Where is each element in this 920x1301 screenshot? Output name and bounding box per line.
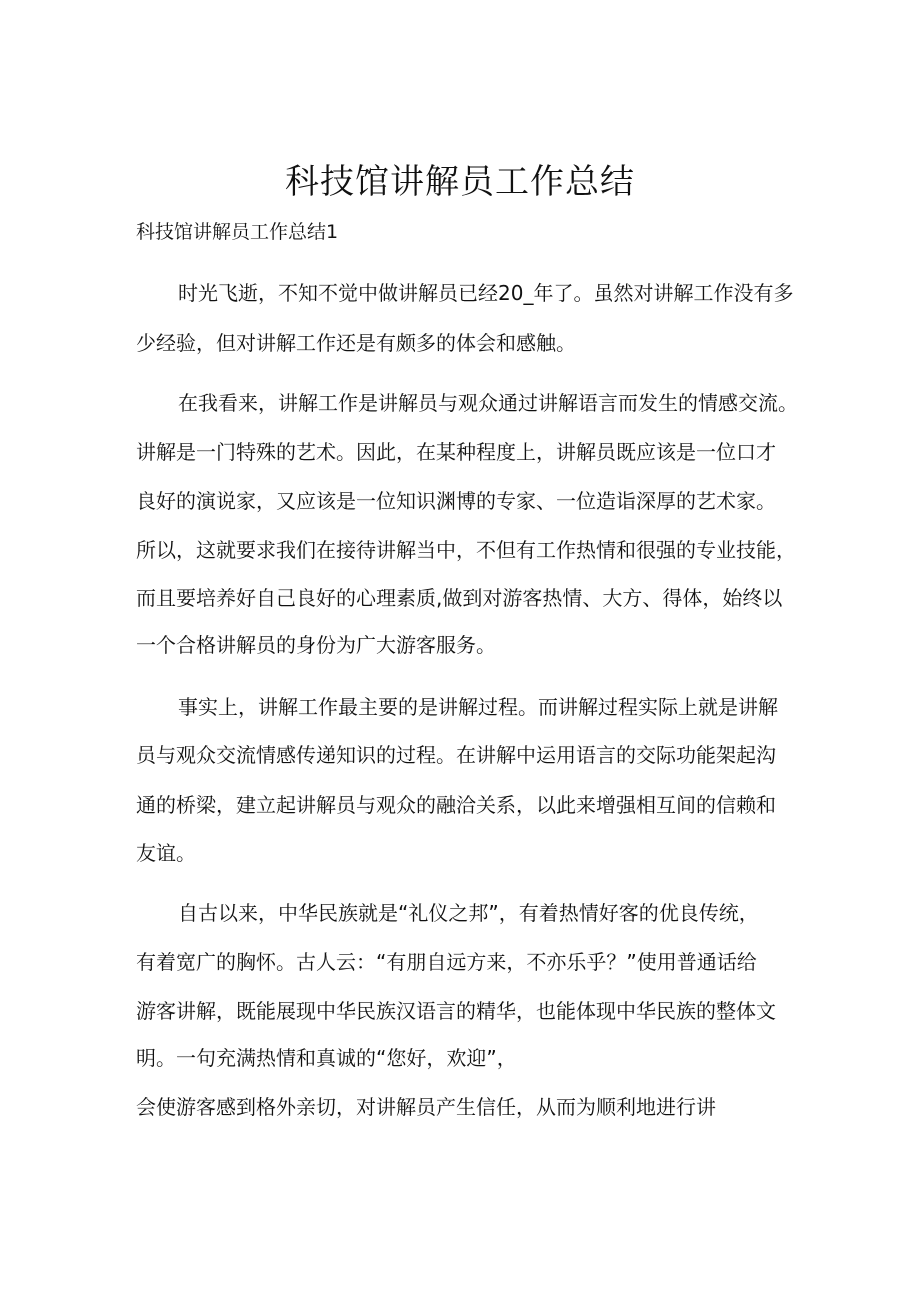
paragraph-line: 时光飞逝，不知不觉中做讲解员已经20_年了。虽然对讲解工作没有多	[178, 281, 794, 305]
paragraph-line: 良好的演说家，又应该是一位知识渊博的专家、一位造诣深厚的艺术家。	[136, 489, 776, 513]
paragraph-line: 所以，这就要求我们在接待讲解当中，不但有工作热情和很强的专业技能，	[136, 538, 796, 562]
paragraph-line: 通的桥梁，建立起讲解员与观众的融洽关系，以此来增强相互间的信赖和	[136, 793, 776, 817]
paragraph-line: 一个合格讲解员的身份为广大游客服务。	[136, 633, 496, 657]
paragraph-line: 会使游客感到格外亲切，对讲解员产生信任，从而为顺利地进行讲	[136, 1095, 716, 1119]
document-subtitle: 科技馆讲解员工作总结1	[136, 221, 339, 243]
paragraph-line: 而且要培养好自己良好的心理素质,做到对游客热情、大方、得体，始终以	[136, 586, 783, 610]
paragraph-line: 在我看来，讲解工作是讲解员与观众通过讲解语言而发生的情感交流。	[178, 391, 798, 415]
paragraph-line: 讲解是一门特殊的艺术。因此，在某种程度上，讲解员既应该是一位口才	[136, 440, 776, 464]
paragraph-line: 事实上，讲解工作最主要的是讲解过程。而讲解过程实际上就是讲解	[178, 695, 778, 719]
paragraph-line: 少经验，但对讲解工作还是有颇多的体会和感触。	[136, 331, 576, 355]
paragraph-line: 自古以来，中华民族就是“礼仪之邦”，有着热情好客的优良传统，	[178, 901, 759, 925]
paragraph-line: 有着宽广的胸怀。古人云：“有朋自远方来，不亦乐乎？”使用普通话给	[136, 950, 757, 974]
document-title: 科技馆讲解员工作总结	[285, 162, 635, 202]
paragraph-line: 游客讲解，既能展现中华民族汉语言的精华，也能体现中华民族的整体文	[136, 999, 776, 1023]
paragraph-line: 友谊。	[136, 841, 196, 865]
paragraph-line: 员与观众交流情感传递知识的过程。在讲解中运用语言的交际功能架起沟	[136, 743, 776, 767]
paragraph-line: 明。一句充满热情和真诚的“您好，欢迎”，	[136, 1046, 517, 1070]
